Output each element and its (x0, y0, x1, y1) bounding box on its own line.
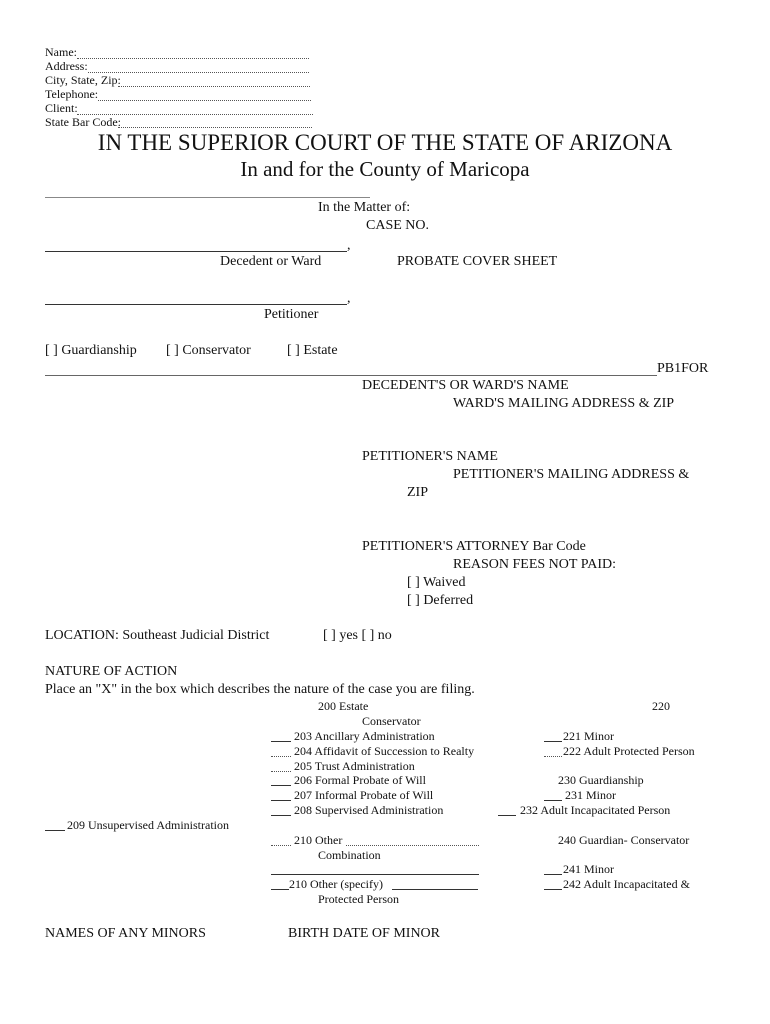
petitioner-field[interactable] (45, 304, 347, 305)
estate-heading: 200 Estate (318, 699, 369, 713)
combination-line (271, 874, 479, 875)
item-232: 232 Adult Incapacitated Person (520, 803, 671, 817)
petitioner-comma: , (347, 291, 351, 306)
blank-241[interactable] (544, 874, 562, 875)
case-no-label: CASE NO. (366, 218, 430, 233)
nature-instruction: Place an "X" in the box which describes the nature of the case you are filing. (45, 682, 475, 697)
separator-line (45, 375, 657, 376)
name-field[interactable] (77, 58, 309, 59)
telephone-field[interactable] (98, 100, 311, 101)
blank-210-specify[interactable] (271, 889, 289, 890)
bar-code-field[interactable] (118, 127, 312, 128)
reason-fees-heading: REASON FEES NOT PAID: (453, 557, 616, 572)
petitioner-address-heading: PETITIONER'S MAILING ADDRESS & (453, 467, 690, 482)
deferred-checkbox[interactable]: [ ] Deferred (407, 593, 474, 608)
conservator-code: 220 (652, 699, 670, 713)
item-208: 208 Supervised Administration (294, 803, 444, 817)
blank-204[interactable] (271, 756, 291, 757)
combination-label: Combination (318, 848, 381, 862)
address-field[interactable] (88, 72, 309, 73)
blank-222[interactable] (544, 756, 562, 757)
petitioner-name-heading: PETITIONER'S NAME (362, 449, 498, 464)
bar-code-label: State Bar Code: (45, 115, 121, 129)
item-207: 207 Informal Probate of Will (294, 788, 434, 802)
decedent-comma: , (347, 238, 351, 253)
guardian-conservator-heading: 240 Guardian- Conservator (558, 833, 690, 847)
blank-205[interactable] (271, 771, 291, 772)
other-210-field[interactable] (346, 845, 479, 846)
address-label: Address: (45, 59, 88, 73)
item-221: 221 Minor (563, 729, 614, 743)
specify-field[interactable] (392, 889, 478, 890)
guardianship-checkbox[interactable]: [ ] Guardianship (45, 343, 137, 358)
blank-208[interactable] (271, 815, 291, 816)
blank-231[interactable] (544, 800, 562, 801)
birth-date-label: BIRTH DATE OF MINOR (288, 926, 440, 941)
conservator-heading: Conservator (362, 714, 421, 728)
city-label: City, State, Zip: (45, 73, 121, 87)
guardianship-heading: 230 Guardianship (558, 773, 644, 787)
blank-206[interactable] (271, 785, 291, 786)
protected-person-label: Protected Person (318, 892, 399, 906)
blank-242[interactable] (544, 889, 562, 890)
attorney-heading: PETITIONER'S ATTORNEY Bar Code (362, 539, 586, 554)
telephone-label: Telephone: (45, 87, 99, 101)
blank-203[interactable] (271, 741, 291, 742)
location-label: LOCATION: Southeast Judicial District (45, 628, 270, 643)
waived-checkbox[interactable]: [ ] Waived (407, 575, 466, 590)
zip-heading: ZIP (407, 485, 428, 500)
decedent-field[interactable] (45, 251, 347, 252)
location-yes-no[interactable]: [ ] yes [ ] no (323, 628, 392, 643)
name-label: Name: (45, 45, 77, 59)
client-label: Client: (45, 101, 78, 115)
ward-address-heading: WARD'S MAILING ADDRESS & ZIP (453, 396, 675, 411)
item-209: 209 Unsupervised Administration (67, 818, 229, 832)
decedent-or-ward-label: Decedent or Ward (220, 254, 322, 269)
in-the-matter-of: In the Matter of: (318, 200, 411, 215)
court-title: IN THE SUPERIOR COURT OF THE STATE OF ARIZONA (97, 130, 673, 155)
item-206: 206 Formal Probate of Will (294, 773, 426, 787)
conservator-checkbox[interactable]: [ ] Conservator (166, 343, 251, 358)
blank-207[interactable] (271, 800, 291, 801)
blank-232[interactable] (498, 815, 516, 816)
petitioner-label: Petitioner (264, 307, 319, 322)
blank-221[interactable] (544, 741, 562, 742)
blank-209[interactable] (45, 830, 65, 831)
names-of-minors-label: NAMES OF ANY MINORS (45, 926, 206, 941)
nature-heading: NATURE OF ACTION (45, 664, 178, 679)
form-code: PB1FOR (657, 361, 709, 376)
county-title: In and for the County of Maricopa (240, 157, 530, 181)
decedent-name-heading: DECEDENT'S OR WARD'S NAME (362, 378, 569, 393)
estate-checkbox[interactable]: [ ] Estate (287, 343, 338, 358)
item-222: 222 Adult Protected Person (563, 744, 695, 758)
item-241: 241 Minor (563, 862, 614, 876)
item-210: 210 Other (294, 833, 343, 847)
item-210-specify: 210 Other (specify) (289, 877, 383, 891)
probate-cover-sheet-title: PROBATE COVER SHEET (397, 254, 558, 269)
item-242: 242 Adult Incapacitated & (563, 877, 690, 891)
item-231: 231 Minor (565, 788, 616, 802)
caption-top-line (45, 197, 370, 198)
item-204: 204 Affidavit of Succession to Realty (294, 744, 475, 758)
item-205: 205 Trust Administration (294, 759, 415, 773)
city-field[interactable] (118, 86, 310, 87)
blank-210[interactable] (271, 845, 291, 846)
item-203: 203 Ancillary Administration (294, 729, 435, 743)
